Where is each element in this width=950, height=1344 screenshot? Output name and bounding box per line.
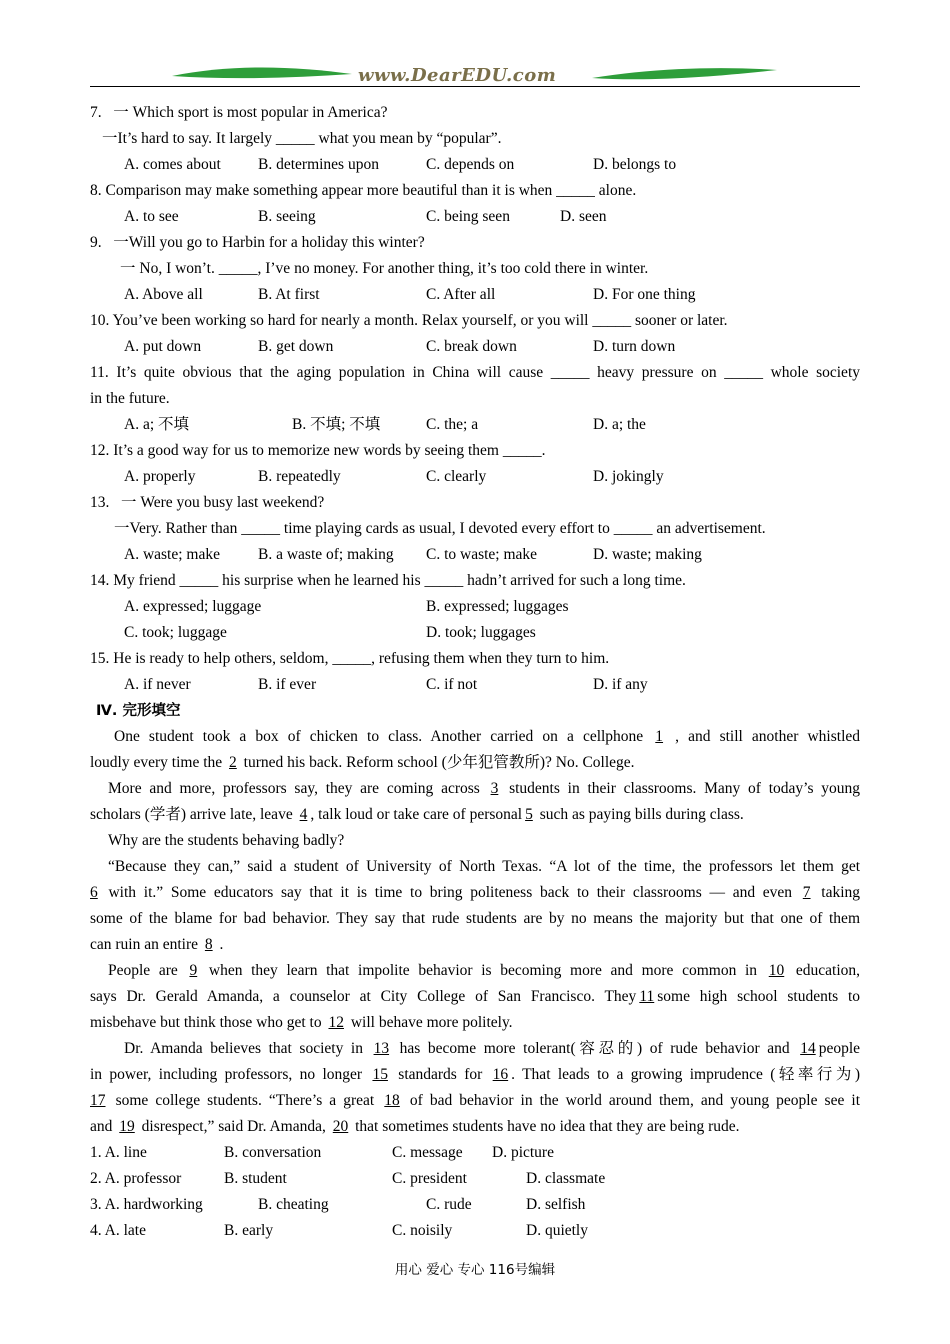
passage-line: 17 some college students. “There’s a great 18 of bad behavior in the world around them, and young people see it <box>90 1092 861 1109</box>
question-15-options <box>90 672 860 698</box>
cloze-options-2 <box>90 1166 860 1192</box>
blank-10: 10 <box>768 962 785 979</box>
option-a: 1. A. line <box>90 1144 147 1161</box>
cloze-options-4 <box>90 1218 860 1244</box>
option-d: D. quietly <box>526 1222 588 1239</box>
question-10-options <box>90 334 860 360</box>
option-a: A. waste; make <box>124 546 220 563</box>
option-a: 4. A. late <box>90 1222 146 1239</box>
blank-16: 16 <box>492 1066 509 1083</box>
passage-line: some of the blame for bad behavior. They say that rude students are by no means the majority but that one of them <box>90 910 860 927</box>
option-b: B. cheating <box>258 1196 329 1213</box>
option-b: B. student <box>224 1170 287 1187</box>
option-a: 3. A. hardworking <box>90 1196 203 1213</box>
blank-14: 14 <box>800 1040 816 1057</box>
question-7-options <box>90 152 860 178</box>
option-c: C. took; luggage <box>124 624 227 641</box>
option-c: C. if not <box>426 676 478 693</box>
passage-line: “Because they can,” said a student of University of North Texas. “A lot of the time, the professors let them get <box>108 858 860 875</box>
left-swoosh-decoration <box>172 66 352 84</box>
blank-8: 8 <box>204 936 213 953</box>
option-d: D. For one thing <box>593 286 696 303</box>
question-14-options-cd <box>90 620 860 646</box>
option-a: A. a; 不填 <box>124 416 190 433</box>
option-a: A. to see <box>124 208 179 225</box>
option-b: B. determines upon <box>258 156 379 173</box>
option-c: C. clearly <box>426 468 487 485</box>
blank-11: 11 <box>639 988 655 1005</box>
blank-20: 20 <box>332 1118 349 1135</box>
passage-line: misbehave but think those who get to 12 will behave more politely. <box>90 1014 513 1031</box>
question-9-reply: 一 No, I won’t. _____, I’ve no money. For another thing, it’s too cold there in winter. <box>120 260 649 277</box>
question-13-reply: 一Very. Rather than _____ time playing cards as usual, I devoted every effort to _____ an advertisement. <box>114 520 766 537</box>
option-c: C. depends on <box>426 156 515 173</box>
option-c: C. president <box>392 1170 467 1187</box>
option-a: A. if never <box>124 676 191 693</box>
question-9-options <box>90 282 860 308</box>
passage-line: says Dr. Gerald Amanda, a counselor at City College of San Francisco. They 11 some high school students to <box>90 988 860 1005</box>
question-13-options <box>90 542 860 568</box>
blank-5: 5 <box>525 806 533 823</box>
question-11-stem: 11. It’s quite obvious that the aging population in China will cause _____ heavy pressure on _____ whole society <box>90 364 860 381</box>
option-d: D. selfish <box>526 1196 586 1213</box>
passage-line: and 19 disrespect,” said Dr. Amanda, 20 that sometimes students have no idea that they are being rude. <box>90 1118 740 1135</box>
option-c: C. the; a <box>426 416 479 433</box>
option-c: C. rude <box>426 1196 472 1213</box>
option-a: A. put down <box>124 338 202 355</box>
right-swoosh-decoration <box>592 66 777 84</box>
blank-12: 12 <box>328 1014 344 1031</box>
option-a: 2. A. professor <box>90 1170 182 1187</box>
cloze-options-3 <box>90 1192 860 1218</box>
question-10-stem: 10. You’ve been working so hard for nearly a month. Relax yourself, or you will _____ sooner or later. <box>90 312 728 329</box>
option-b: B. expressed; luggages <box>426 598 569 615</box>
blank-7: 7 <box>802 884 811 901</box>
question-8-options <box>90 204 860 230</box>
passage-line: Dr. Amanda believes that society in 13 has become more tolerant(容忍的) of rude behavior and 14 people <box>124 1040 861 1057</box>
question-12-stem: 12. It’s a good way for us to memorize new words by seeing them _____. <box>90 442 546 459</box>
cloze-options-1 <box>90 1140 860 1166</box>
option-a: A. properly <box>124 468 196 485</box>
blank-1: 1 <box>655 728 664 745</box>
page-header <box>90 62 860 90</box>
page-footer: 用心 爱心 专心 116号编辑 <box>394 1262 556 1278</box>
option-d: D. if any <box>593 676 648 693</box>
question-13-stem: 13. 一 Were you busy last weekend? <box>90 494 325 511</box>
option-a: A. expressed; luggage <box>124 598 262 615</box>
option-d: D. jokingly <box>593 468 664 485</box>
option-d: D. took; luggages <box>426 624 536 641</box>
question-11-stem-cont: in the future. <box>90 390 170 407</box>
option-c: C. After all <box>426 286 496 303</box>
blank-6: 6 <box>90 884 98 901</box>
blank-19: 19 <box>119 1118 135 1135</box>
option-c: C. break down <box>426 338 517 355</box>
passage-line: Why are the students behaving badly? <box>108 832 345 849</box>
option-b: B. get down <box>258 338 334 355</box>
option-b: B. seeing <box>258 208 316 225</box>
passage-line: One student took a box of chicken to class. Another carried on a cellphone 1 , and still another whistled <box>114 728 861 745</box>
blank-2: 2 <box>229 754 237 771</box>
site-logo: www.DearEDU.com <box>358 65 557 86</box>
question-7-stem: 7. 一 Which sport is most popular in America? <box>90 104 388 121</box>
option-a: A. comes about <box>124 156 221 173</box>
question-9-stem: 9. 一Will you go to Harbin for a holiday this winter? <box>90 234 425 251</box>
option-c: C. to waste; make <box>426 546 538 563</box>
passage-line: loudly every time the 2 turned his back. Reform school (少年犯管教所)? No. College. <box>90 754 635 771</box>
blank-4: 4 <box>299 806 308 823</box>
option-c: C. message <box>392 1144 463 1161</box>
blank-18: 18 <box>384 1092 400 1109</box>
option-c: C. noisily <box>392 1222 453 1239</box>
passage-line: 6 with it.” Some educators say that it is time to bring politeness back to their classrooms — and even 7 taking <box>90 884 861 901</box>
passage-line: can ruin an entire 8 . <box>90 936 224 953</box>
option-b: B. if ever <box>258 676 317 693</box>
option-d: D. seen <box>560 208 607 225</box>
question-7-reply: 一It’s hard to say. It largely _____ what you mean by “popular”. <box>102 130 502 147</box>
question-14-stem: 14. My friend _____ his surprise when he learned his _____ hadn’t arrived for such a long time. <box>90 572 686 589</box>
option-d: D. picture <box>492 1144 554 1161</box>
option-d: D. waste; making <box>593 546 702 563</box>
blank-3: 3 <box>490 780 499 797</box>
document-body <box>90 100 860 1244</box>
option-b: B. repeatedly <box>258 468 341 485</box>
passage-line: in power, including professors, no longer 15 standards for 16 . That leads to a growing imprudence (轻率行为) <box>90 1066 861 1083</box>
blank-13: 13 <box>373 1040 390 1057</box>
option-b: B. a waste of; making <box>258 546 394 563</box>
option-c: C. being seen <box>426 208 510 225</box>
question-8-stem: 8. Comparison may make something appear more beautiful than it is when _____ alone. <box>90 182 637 199</box>
option-b: B. conversation <box>224 1144 322 1161</box>
option-d: D. turn down <box>593 338 676 355</box>
question-12-options <box>90 464 860 490</box>
option-d: D. a; the <box>593 416 646 433</box>
passage-line: People are 9 when they learn that impolite behavior is becoming more and more common in 10 education, <box>108 962 861 979</box>
question-14-options-ab <box>90 594 860 620</box>
option-a: A. Above all <box>124 286 203 303</box>
blank-17: 17 <box>90 1092 106 1109</box>
question-11-options <box>90 412 860 438</box>
option-b: B. early <box>224 1222 274 1239</box>
option-b: B. 不填; 不填 <box>292 416 381 433</box>
blank-9: 9 <box>189 962 198 979</box>
blank-15: 15 <box>372 1066 388 1083</box>
passage-line: More and more, professors say, they are coming across 3 students in their classrooms. Many of today’s young <box>108 780 861 797</box>
header-rule <box>90 86 860 87</box>
question-15-stem: 15. He is ready to help others, seldom, _____, refusing them when they turn to him. <box>90 650 610 667</box>
option-d: D. belongs to <box>593 156 677 173</box>
passage-line: scholars (学者) arrive late, leave 4 , talk loud or take care of personal 5 such as paying bills during class. <box>90 806 744 823</box>
section-title: Ⅳ. 完形填空 <box>96 703 181 719</box>
option-d: D. classmate <box>526 1170 606 1187</box>
option-b: B. At first <box>258 286 320 303</box>
